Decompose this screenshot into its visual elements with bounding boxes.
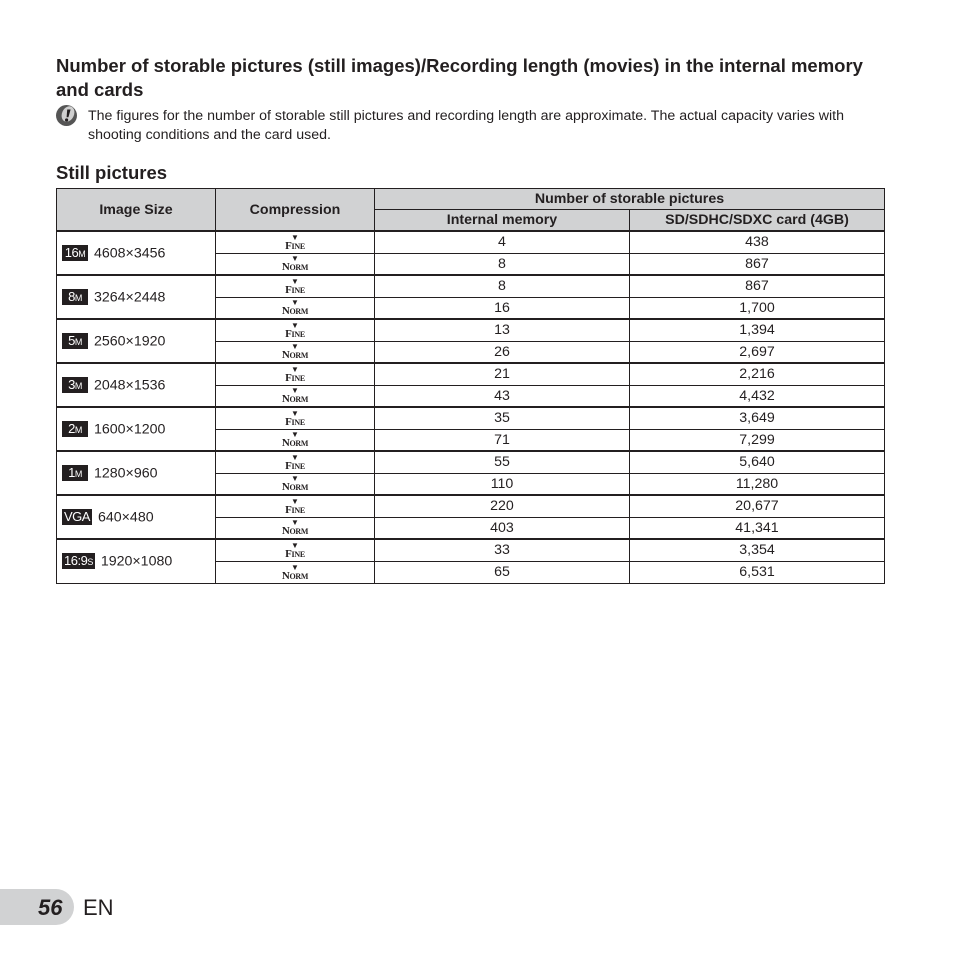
compression-label: Norm <box>281 305 309 318</box>
card-value: 7,299 <box>630 429 885 451</box>
image-size-value: 1600×1200 <box>94 421 166 438</box>
image-size-value: 3264×2448 <box>94 289 166 306</box>
compression-cell <box>216 451 375 473</box>
image-size-value: 2048×1536 <box>94 377 166 394</box>
normal-quality-icon <box>282 255 308 272</box>
image-size-value: 1920×1080 <box>100 553 173 570</box>
table-row <box>57 275 885 297</box>
compression-label: Norm <box>281 349 309 362</box>
note-text: The figures for the number of storable still pictures and recording length are approximate. The actual capacity varies with shooting conditions and the card used. <box>88 108 845 143</box>
image-size-value: 640×480 <box>97 509 154 526</box>
image-size-icon-label: 16 <box>64 245 79 261</box>
down-arrow-icon: ▼ <box>291 562 299 572</box>
compression-cell <box>216 385 375 407</box>
internal-memory-value: 65 <box>375 561 630 583</box>
compression-label: Fine <box>285 239 305 252</box>
compression-cell <box>216 539 375 561</box>
down-arrow-icon: ▼ <box>291 452 299 462</box>
section-title: Still pictures <box>56 162 168 183</box>
internal-memory-value: 26 <box>375 341 630 363</box>
image-size-icon <box>62 553 95 569</box>
compression-cell <box>216 275 375 297</box>
internal-memory-value: 13 <box>375 319 630 341</box>
compression-label: Fine <box>285 371 305 384</box>
normal-quality-icon <box>282 475 308 492</box>
image-size-cell <box>57 363 216 407</box>
internal-memory-value: 110 <box>375 473 630 495</box>
image-size-icon-suffix: M <box>74 425 82 436</box>
normal-quality-icon <box>282 431 308 448</box>
card-value: 867 <box>630 275 885 297</box>
image-size-icon-label: 16:9 <box>64 553 88 569</box>
image-size-icon-label: 1 <box>68 465 75 481</box>
compression-label: Fine <box>285 283 305 296</box>
table-row <box>57 319 885 341</box>
compression-label: Norm <box>281 261 309 274</box>
header-internal-memory: Internal memory <box>375 210 630 232</box>
compression-cell <box>216 341 375 363</box>
down-arrow-icon: ▼ <box>291 298 299 308</box>
image-size-icon-label: 5 <box>68 333 75 349</box>
fine-quality-icon <box>285 410 305 427</box>
compression-cell <box>216 363 375 385</box>
image-size-icon-label: 3 <box>68 377 75 393</box>
image-size-icon <box>62 509 92 525</box>
table-body <box>57 231 885 583</box>
internal-memory-value: 8 <box>375 275 630 297</box>
compression-label: Fine <box>285 503 305 516</box>
normal-quality-icon <box>282 387 308 404</box>
card-value: 867 <box>630 253 885 275</box>
image-size-icon-suffix: M <box>74 293 82 304</box>
card-value: 4,432 <box>630 385 885 407</box>
down-arrow-icon: ▼ <box>291 430 299 440</box>
compression-label: Norm <box>281 437 309 450</box>
card-value: 3,354 <box>630 539 885 561</box>
normal-quality-icon <box>282 343 308 360</box>
internal-memory-value: 43 <box>375 385 630 407</box>
internal-memory-value: 21 <box>375 363 630 385</box>
image-size-icon-suffix: M <box>78 249 86 260</box>
normal-quality-icon <box>282 299 308 316</box>
image-size-cell <box>57 319 216 363</box>
image-size-value: 4608×3456 <box>94 245 166 262</box>
internal-memory-value: 71 <box>375 429 630 451</box>
compression-label: Fine <box>285 459 305 472</box>
card-value: 1,700 <box>630 297 885 319</box>
image-size-icon <box>62 421 88 437</box>
language-label: EN <box>83 895 114 920</box>
table-row <box>57 407 885 429</box>
down-arrow-icon: ▼ <box>291 232 299 242</box>
table-row <box>57 231 885 253</box>
internal-memory-value: 55 <box>375 451 630 473</box>
down-arrow-icon: ▼ <box>291 320 299 330</box>
image-size-icon-label: VGA <box>64 509 90 525</box>
image-size-icon-label: 8 <box>68 289 75 305</box>
caution-icon <box>56 105 77 126</box>
image-size-cell <box>57 495 216 539</box>
compression-label: Fine <box>285 327 305 340</box>
compression-cell <box>216 473 375 495</box>
compression-label: Norm <box>281 481 309 494</box>
image-size-icon <box>62 289 88 305</box>
card-value: 6,531 <box>630 561 885 583</box>
header-compression: Compression <box>216 189 375 232</box>
card-value: 438 <box>630 231 885 253</box>
compression-cell <box>216 253 375 275</box>
card-value: 2,697 <box>630 341 885 363</box>
down-arrow-icon: ▼ <box>291 408 299 418</box>
image-size-value: 1280×960 <box>94 465 158 482</box>
fine-quality-icon <box>285 542 305 559</box>
down-arrow-icon: ▼ <box>291 474 299 484</box>
image-size-icon <box>62 377 88 393</box>
card-value: 2,216 <box>630 363 885 385</box>
compression-cell <box>216 495 375 517</box>
image-size-icon <box>62 465 88 481</box>
internal-memory-value: 35 <box>375 407 630 429</box>
normal-quality-icon <box>282 564 308 581</box>
fine-quality-icon <box>285 322 305 339</box>
compression-cell <box>216 231 375 253</box>
table-row <box>57 451 885 473</box>
table-row <box>57 363 885 385</box>
card-value: 11,280 <box>630 473 885 495</box>
down-arrow-icon: ▼ <box>291 496 299 506</box>
down-arrow-icon: ▼ <box>291 276 299 286</box>
image-size-icon-suffix: M <box>74 469 82 480</box>
page-number: 56 <box>38 895 63 920</box>
page-heading: Number of storable pictures (still images)/Recording length (movies) in the internal memory and cards <box>56 55 863 100</box>
image-size-icon <box>62 245 88 261</box>
compression-label: Fine <box>285 547 305 560</box>
fine-quality-icon <box>285 498 305 515</box>
image-size-icon-suffix: S <box>87 557 93 568</box>
compression-cell <box>216 297 375 319</box>
down-arrow-icon: ▼ <box>291 254 299 264</box>
down-arrow-icon: ▼ <box>291 342 299 352</box>
internal-memory-value: 33 <box>375 539 630 561</box>
table-row <box>57 495 885 517</box>
table-row <box>57 539 885 561</box>
image-size-icon-suffix: M <box>74 337 82 348</box>
compression-cell <box>216 561 375 583</box>
card-value: 41,341 <box>630 517 885 539</box>
internal-memory-value: 403 <box>375 517 630 539</box>
image-size-cell <box>57 539 216 583</box>
fine-quality-icon <box>285 234 305 251</box>
internal-memory-value: 220 <box>375 495 630 517</box>
header-storable: Number of storable pictures <box>375 189 885 210</box>
image-size-cell <box>57 231 216 275</box>
storable-pictures-table <box>56 188 885 584</box>
compression-label: Norm <box>281 569 309 582</box>
image-size-icon-label: 2 <box>68 421 75 437</box>
normal-quality-icon <box>282 519 308 536</box>
compression-cell <box>216 429 375 451</box>
image-size-cell <box>57 407 216 451</box>
internal-memory-value: 8 <box>375 253 630 275</box>
compression-cell <box>216 319 375 341</box>
fine-quality-icon <box>285 366 305 383</box>
image-size-value: 2560×1920 <box>94 333 166 350</box>
compression-label: Fine <box>285 415 305 428</box>
fine-quality-icon <box>285 278 305 295</box>
card-value: 20,677 <box>630 495 885 517</box>
compression-cell <box>216 517 375 539</box>
down-arrow-icon: ▼ <box>291 386 299 396</box>
fine-quality-icon <box>285 454 305 471</box>
compression-cell <box>216 407 375 429</box>
image-size-cell <box>57 451 216 495</box>
down-arrow-icon: ▼ <box>291 364 299 374</box>
header-card: SD/SDHC/SDXC card (4GB) <box>630 210 885 232</box>
internal-memory-value: 16 <box>375 297 630 319</box>
compression-label: Norm <box>281 525 309 538</box>
card-value: 3,649 <box>630 407 885 429</box>
header-image-size: Image Size <box>57 189 216 232</box>
page-number-tab <box>0 889 74 925</box>
down-arrow-icon: ▼ <box>291 518 299 528</box>
down-arrow-icon: ▼ <box>291 540 299 550</box>
card-value: 1,394 <box>630 319 885 341</box>
image-size-icon <box>62 333 88 349</box>
internal-memory-value: 4 <box>375 231 630 253</box>
image-size-cell <box>57 275 216 319</box>
card-value: 5,640 <box>630 451 885 473</box>
compression-label: Norm <box>281 393 309 406</box>
image-size-icon-suffix: M <box>74 381 82 392</box>
